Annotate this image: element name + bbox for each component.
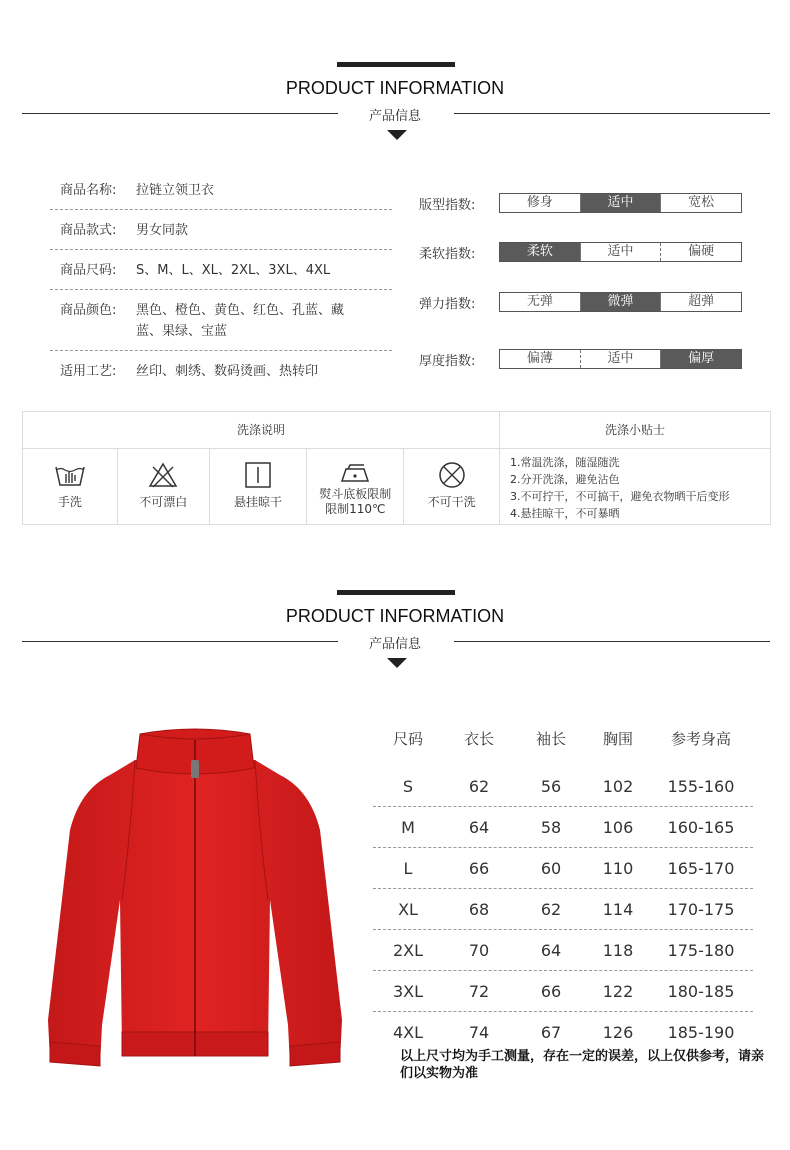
size-cell: 122	[602, 981, 634, 1001]
wash-item	[210, 449, 308, 524]
wash-label: 熨斗底板限制	[319, 487, 392, 501]
info-label: 商品款式:	[60, 223, 117, 238]
size-cell: 72	[468, 981, 490, 1001]
wash-item	[404, 449, 499, 524]
table-row	[373, 848, 753, 889]
size-cell: 175-180	[667, 940, 735, 960]
index-option: 偏薄	[526, 351, 553, 366]
size-cell: 2XL	[392, 940, 424, 960]
size-cell: 185-190	[667, 1023, 735, 1042]
header-bar	[337, 590, 455, 595]
size-cell: 3XL	[392, 981, 424, 1001]
index-option: 宽松	[660, 194, 741, 212]
wash-icons	[23, 449, 500, 524]
index-scale	[499, 193, 742, 213]
arrow-down-icon	[387, 130, 407, 140]
wash-label: 悬挂晾干	[234, 495, 283, 509]
section-title-cn: 产品信息	[368, 637, 421, 652]
hand-wash-icon	[53, 461, 87, 489]
jacket-image	[40, 720, 350, 1070]
wash-item	[23, 449, 118, 524]
info-label: 适用工艺:	[60, 364, 117, 379]
section-title-cn: 产品信息	[368, 109, 421, 124]
section-title-en: PRODUCT INFORMATION	[285, 606, 505, 626]
size-header-cell: 尺码	[392, 729, 423, 748]
index-scale	[499, 242, 742, 262]
index-option: 偏硬	[660, 243, 741, 261]
size-cell: S	[402, 776, 414, 796]
wash-item	[307, 449, 404, 524]
size-cell: 67	[540, 1023, 562, 1042]
wash-tip: 3.不可拧干，不可搞干，避免衣物晒干后变形	[510, 490, 730, 503]
wash-tip: 1.常温洗涤，随湿随洗	[510, 456, 620, 469]
index-option: 适中	[580, 243, 661, 261]
size-cell: 58	[540, 817, 562, 837]
info-label: 商品颜色:	[60, 303, 117, 318]
table-row	[373, 766, 753, 807]
index-label: 版型指数:	[419, 197, 476, 213]
wash-label: 手洗	[57, 495, 82, 509]
size-cell: 62	[540, 899, 562, 919]
info-row-size	[50, 250, 392, 290]
size-cell: 66	[468, 858, 490, 878]
size-cell: 165-170	[667, 858, 735, 878]
size-cell: 64	[540, 940, 562, 960]
size-cell: 70	[468, 940, 490, 960]
wash-instructions	[22, 411, 771, 525]
wash-tips-title: 洗涤小贴士	[500, 412, 770, 449]
section-header-size-info	[0, 590, 790, 680]
size-cell: XL	[398, 899, 418, 919]
wash-title: 洗涤说明	[23, 412, 500, 449]
section-title-en: PRODUCT INFORMATION	[285, 78, 505, 98]
size-cell: 160-165	[667, 817, 735, 837]
size-cell: 114	[602, 899, 634, 919]
info-value: S、M、L、XL、2XL、3XL、4XL	[136, 263, 331, 278]
size-cell: L	[403, 858, 413, 878]
info-value: 黑色、橙色、黄色、红色、孔蓝、藏蓝、果绿、宝蓝	[136, 303, 345, 339]
index-option-selected: 适中	[580, 194, 661, 212]
index-label: 厚度指数:	[419, 353, 476, 369]
table-row	[373, 971, 753, 1012]
size-cell: 64	[468, 817, 490, 837]
info-label: 商品名称:	[60, 183, 117, 198]
index-option-selected: 柔软	[500, 243, 580, 261]
index-option: 超弹	[660, 293, 741, 311]
index-softness	[419, 242, 742, 262]
table-row	[373, 807, 753, 848]
header-bar	[337, 62, 455, 67]
index-option-selected: 微弹	[580, 293, 661, 311]
size-cell: 106	[602, 817, 634, 837]
wash-tip: 2.分开洗涤，避免沾色	[510, 473, 620, 486]
product-info-list	[50, 170, 392, 390]
size-cell: 180-185	[667, 981, 735, 1001]
wash-tip: 4.悬挂晾干，不可暴晒	[510, 507, 620, 520]
table-row	[373, 930, 753, 971]
no-bleach-icon	[146, 461, 180, 489]
index-option: 适中	[580, 350, 661, 368]
size-header-cell: 胸围	[602, 729, 633, 748]
iron-icon	[338, 461, 372, 485]
arrow-down-icon	[387, 658, 407, 668]
hang-dry-icon	[241, 461, 275, 489]
size-header-cell: 衣长	[463, 729, 494, 748]
no-dry-clean-icon	[435, 461, 469, 489]
size-cell: 155-160	[667, 776, 735, 796]
size-cell: 110	[602, 858, 634, 878]
wash-tips	[510, 454, 730, 522]
size-cell: 60	[540, 858, 562, 878]
info-row-craft	[50, 351, 392, 390]
size-cell: 56	[540, 776, 562, 796]
index-option-selected: 偏厚	[660, 350, 741, 368]
index-label: 弹力指数:	[419, 296, 476, 312]
table-row	[373, 1012, 753, 1053]
size-cell: 170-175	[667, 899, 735, 919]
size-header-cell: 袖长	[535, 729, 566, 748]
size-table	[373, 724, 753, 1053]
index-scale	[499, 292, 742, 312]
wash-label-2: 限制110℃	[325, 502, 386, 516]
info-label: 商品尺码:	[60, 263, 117, 278]
size-cell: 4XL	[392, 1023, 424, 1042]
info-value: 拉链立领卫衣	[136, 183, 215, 198]
size-header-cell: 参考身高	[670, 729, 731, 748]
wash-label: 不可干洗	[427, 495, 476, 509]
index-thickness	[419, 349, 742, 369]
index-label: 柔软指数:	[419, 246, 476, 262]
info-value: 丝印、刺绣、数码烫画、热转印	[136, 364, 319, 379]
wash-label: 不可漂白	[139, 495, 188, 509]
info-value: 男女同款	[136, 223, 189, 238]
size-cell: 102	[602, 776, 634, 796]
info-row-name	[50, 170, 392, 210]
index-scale	[499, 349, 742, 369]
size-table-header	[373, 724, 753, 752]
index-elasticity	[419, 292, 742, 312]
table-row	[373, 889, 753, 930]
size-cell: 126	[602, 1023, 634, 1042]
index-option: 修身	[526, 195, 553, 210]
size-cell: 68	[468, 899, 490, 919]
size-cell: 66	[540, 981, 562, 1001]
size-cell: 62	[468, 776, 490, 796]
info-row-color	[50, 290, 392, 351]
index-fit	[419, 193, 742, 213]
size-cell: 118	[602, 940, 634, 960]
info-row-style	[50, 210, 392, 250]
size-cell: 74	[468, 1023, 490, 1042]
size-cell: M	[401, 817, 415, 837]
size-note: 以上尺寸均为手工测量，存在一定的误差，以上仅供参考，请亲们以实物为准	[400, 1049, 765, 1081]
section-header-product-info	[0, 62, 790, 152]
index-option: 无弹	[526, 294, 553, 309]
wash-item	[118, 449, 210, 524]
